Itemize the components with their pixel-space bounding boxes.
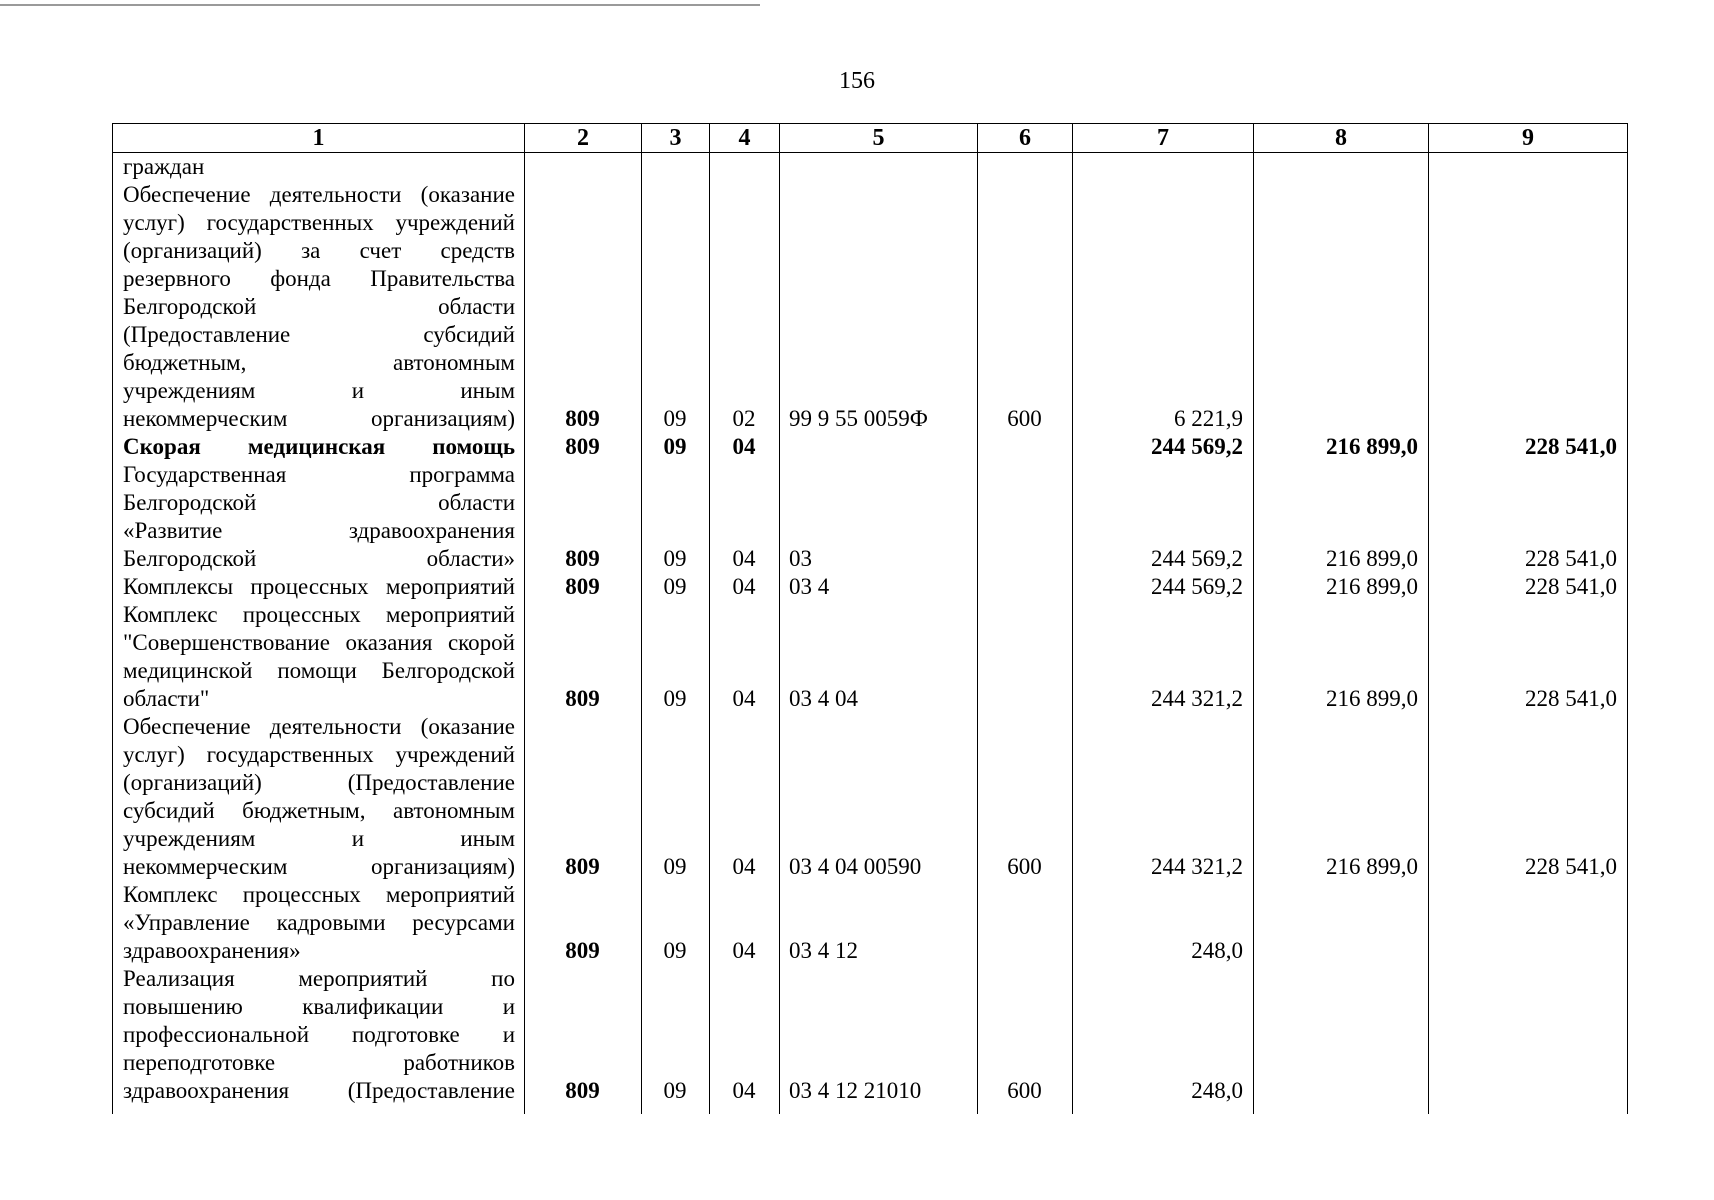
table-row	[112, 433, 1627, 461]
admin-code: 809	[565, 854, 600, 879]
description-line: "Совершенствование оказания скорой	[123, 630, 515, 655]
description-line: (Предоставление субсидий	[123, 322, 515, 347]
subsection-code: 04	[732, 434, 756, 459]
header-cell-9: 9	[1429, 124, 1628, 153]
amount-year-1: 244 569,2	[1151, 546, 1243, 571]
section-code: 09	[663, 406, 687, 431]
amount-year-2: 216 899,0	[1326, 686, 1418, 711]
header-cell-7: 7	[1073, 124, 1254, 153]
expense-type-code: 600	[1007, 406, 1042, 431]
description-line: Государственная программа	[123, 462, 515, 487]
target-article-code: 03 4 12 21010	[789, 1078, 922, 1103]
admin-code: 809	[565, 938, 600, 963]
section-code: 09	[663, 1078, 687, 1103]
amount-year-1: 6 221,9	[1174, 406, 1243, 431]
header-cell-4: 4	[710, 124, 780, 153]
section-code: 09	[663, 938, 687, 963]
header-cell-8: 8	[1254, 124, 1429, 153]
table-row	[112, 713, 1627, 881]
table-row	[112, 461, 1627, 573]
row-description	[112, 573, 524, 601]
description-line: «Управление кадровыми ресурсами	[123, 910, 515, 935]
description-line: граждан	[123, 154, 205, 179]
header-cell-1: 1	[113, 124, 525, 153]
description-line: Реализация мероприятий по	[123, 966, 515, 991]
subsection-code: 04	[732, 574, 756, 599]
header-cell-3: 3	[642, 124, 710, 153]
amount-year-2: 216 899,0	[1326, 546, 1418, 571]
description-line: услуг) государственных учреждений	[123, 210, 515, 235]
section-code: 09	[663, 854, 687, 879]
table-header-row	[113, 124, 1628, 153]
subsection-code: 04	[732, 854, 756, 879]
amount-year-3: 228 541,0	[1525, 686, 1617, 711]
table-row	[112, 965, 1627, 1105]
amount-year-1: 244 321,2	[1151, 854, 1243, 879]
target-article-code: 03 4 04 00590	[789, 854, 922, 879]
header-cell-2: 2	[525, 124, 642, 153]
row-description	[112, 965, 524, 1105]
description-line: Обеспечение деятельности (оказание	[123, 714, 515, 739]
table-row	[112, 153, 1627, 433]
amount-year-1: 244 569,2	[1151, 434, 1243, 459]
description-line: Комплекс процессных мероприятий	[123, 602, 515, 627]
description-line: «Развитие здравоохранения	[123, 518, 515, 543]
section-code: 09	[663, 574, 687, 599]
description-line: учреждениям и иным	[123, 378, 515, 403]
amount-year-2: 216 899,0	[1326, 854, 1418, 879]
row-description	[112, 153, 524, 433]
amount-year-1: 248,0	[1191, 1078, 1243, 1103]
description-line: профессиональной подготовке и	[123, 1022, 515, 1047]
subsection-code: 04	[732, 1078, 756, 1103]
admin-code: 809	[565, 574, 600, 599]
description-line: Белгородской области	[123, 490, 515, 515]
subsection-code: 02	[732, 406, 756, 431]
amount-year-2: 216 899,0	[1326, 574, 1418, 599]
table-row	[112, 573, 1627, 601]
description-line: субсидий бюджетным, автономным	[123, 798, 515, 823]
amount-year-3: 228 541,0	[1525, 574, 1617, 599]
description-line: некоммерческим организациям)	[123, 406, 515, 431]
table-body	[112, 153, 1627, 1105]
row-description	[112, 461, 524, 573]
description-line: Комплексы процессных мероприятий	[123, 574, 515, 599]
subsection-code: 04	[732, 938, 756, 963]
admin-code: 809	[565, 406, 600, 431]
section-code: 09	[663, 546, 687, 571]
expense-type-code: 600	[1007, 854, 1042, 879]
description-line: (организаций) за счет средств	[123, 238, 515, 263]
amount-year-3: 228 541,0	[1525, 546, 1617, 571]
description-line: бюджетным, автономным	[123, 350, 515, 375]
admin-code: 809	[565, 546, 600, 571]
description-line: здравоохранения (Предоставление	[123, 1078, 515, 1103]
expense-type-code: 600	[1007, 1078, 1042, 1103]
description-line: некоммерческим организациям)	[123, 854, 515, 879]
description-line: медицинской помощи Белгородской	[123, 658, 515, 683]
description-line: области"	[123, 686, 210, 711]
description-line: услуг) государственных учреждений	[123, 742, 515, 767]
description-line: (организаций) (Предоставление	[123, 770, 515, 795]
row-description	[112, 713, 524, 881]
target-article-code: 03 4	[789, 574, 830, 599]
scan-edge-line	[0, 4, 760, 6]
header-cell-5: 5	[780, 124, 978, 153]
target-article-code: 99 9 55 0059Ф	[789, 406, 928, 431]
target-article-code: 03 4 04	[789, 686, 858, 711]
page-number: 156	[839, 68, 875, 94]
section-code: 09	[663, 434, 687, 459]
amount-year-1: 244 569,2	[1151, 574, 1243, 599]
description-line: Обеспечение деятельности (оказание	[123, 182, 515, 207]
table-row	[112, 601, 1627, 713]
description-line: Белгородской области	[123, 294, 515, 319]
target-article-code: 03 4 12	[789, 938, 858, 963]
table-row	[112, 881, 1627, 965]
row-description	[112, 433, 524, 461]
admin-code: 809	[565, 686, 600, 711]
row-description	[112, 601, 524, 713]
amount-year-3: 228 541,0	[1525, 434, 1617, 459]
admin-code: 809	[565, 434, 600, 459]
header-cell-6: 6	[978, 124, 1073, 153]
description-line: Скорая медицинская помощь	[123, 434, 515, 459]
description-line: повышению квалификации и	[123, 994, 515, 1019]
amount-year-3: 228 541,0	[1525, 854, 1617, 879]
description-line: резервного фонда Правительства	[123, 266, 515, 291]
target-article-code: 03	[789, 546, 812, 571]
description-line: Белгородской области»	[123, 546, 515, 571]
amount-year-2: 216 899,0	[1326, 434, 1418, 459]
subsection-code: 04	[732, 686, 756, 711]
description-line: учреждениям и иным	[123, 826, 515, 851]
section-code: 09	[663, 686, 687, 711]
admin-code: 809	[565, 1078, 600, 1103]
description-line: здравоохранения»	[123, 938, 301, 963]
description-line: Комплекс процессных мероприятий	[123, 882, 515, 907]
amount-year-1: 248,0	[1191, 938, 1243, 963]
description-line: переподготовке работников	[123, 1050, 515, 1075]
subsection-code: 04	[732, 546, 756, 571]
row-description	[112, 881, 524, 965]
amount-year-1: 244 321,2	[1151, 686, 1243, 711]
